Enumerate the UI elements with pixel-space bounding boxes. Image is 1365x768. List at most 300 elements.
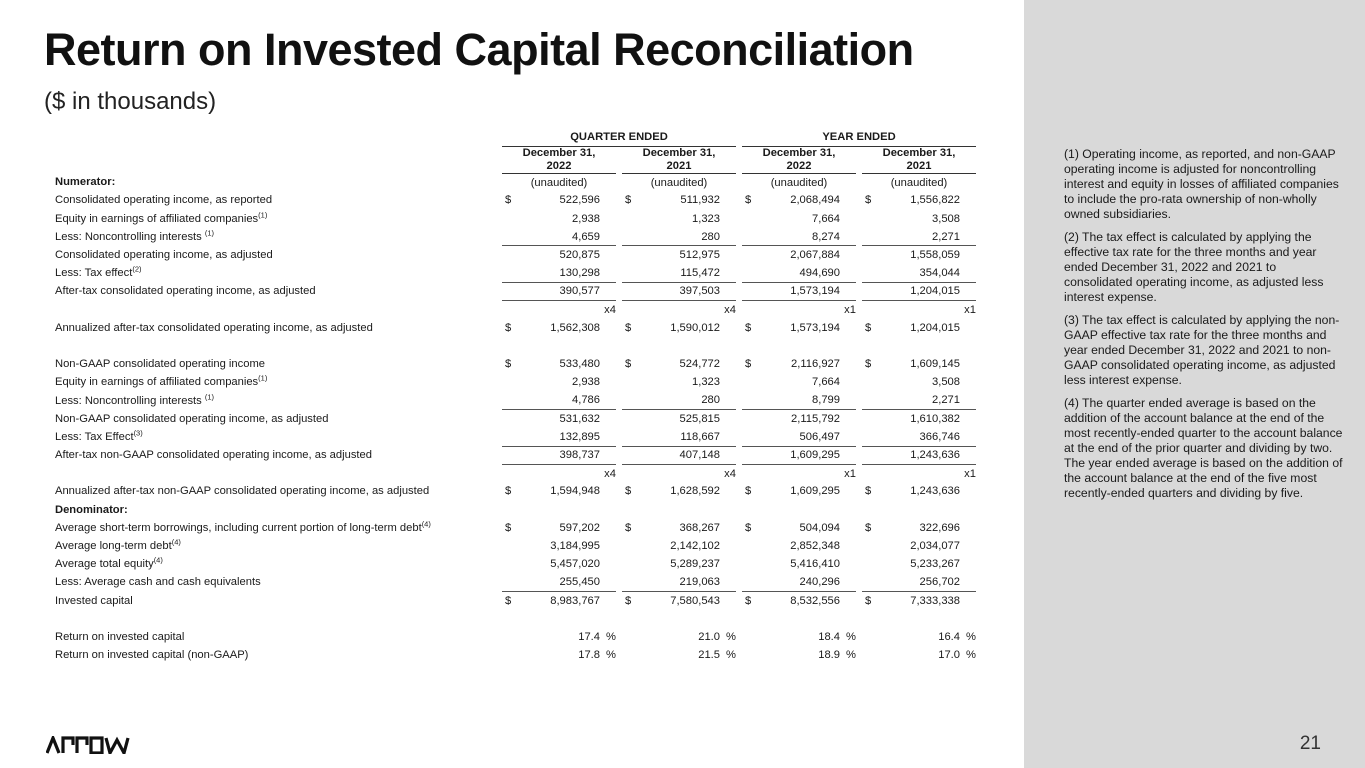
percent-symbol: % [606,649,616,662]
blank-cell [722,537,736,555]
value-cell: 18.4 [818,630,840,643]
blank-cell [502,264,516,282]
blank-cell [862,228,876,246]
blank-cell [742,246,756,264]
blank-cell [962,537,976,555]
blank-cell [722,573,736,591]
percent-symbol: % [726,630,736,643]
blank-cell [842,246,856,264]
row-label [50,210,496,228]
value-cell: 5,289,237 [670,558,720,571]
blank-cell [742,573,756,591]
blank-cell [502,537,516,555]
blank-cell [602,319,616,337]
blank-cell [602,446,616,464]
blank-cell [502,555,516,573]
blank-cell [742,537,756,555]
blank-cell [962,282,976,300]
blank-cell [502,428,516,446]
table-row [50,355,976,373]
value-cell: 5,233,267 [910,558,960,571]
arrow-logo [46,736,130,759]
spacer-row [50,610,976,628]
footnote-1: (1) Operating income, as reported, and non-GAAP operating income is adjusted for noncontrolling interest and equity in losses of affiliated companies to include the pro-rata ownership of non-wholly owned subsidiaries. [1064,147,1339,221]
blank-cell [962,482,976,500]
blank-cell [602,555,616,573]
value-cell: 1,204,015 [910,321,960,334]
row-label-text: Less: Noncontrolling interests [55,230,205,243]
blank-cell [962,592,976,610]
value-cell: 1,573,194 [790,321,840,334]
date-header-row [50,146,976,173]
value-cell: 1,594,948 [550,485,600,498]
footnote-ref: (4) [153,555,163,565]
blank-cell [622,264,636,282]
blank-cell [502,446,516,464]
blank-cell [862,446,876,464]
value-cell: 118,667 [680,430,720,443]
value-cell: 5,457,020 [550,558,600,571]
currency-symbol: $ [865,321,872,334]
blank-cell [622,410,636,428]
page-subtitle: ($ in thousands) [44,88,217,115]
table-row [50,555,976,573]
footnote-ref: (1) [204,228,215,238]
value-cell: 18.9 [818,649,840,662]
blank-cell [862,373,876,391]
value-cell: 256,702 [919,576,960,589]
group-header-row [50,128,976,146]
value-cell: 512,975 [636,246,722,264]
blank-cell [622,628,636,646]
row-label [50,555,496,573]
value-cell: 2,852,348 [790,540,840,553]
table-row [50,646,976,664]
row-label-text: Return on invested capital [55,630,185,643]
blank-cell [742,446,756,464]
value-cell: 2,116,927 [791,358,840,371]
table-row [50,373,976,391]
multiplier-row [50,301,976,319]
unaudited-label: (unaudited) [530,176,588,189]
value-cell: 21.0 [698,630,720,643]
footnote-3: (3) The tax effect is calculated by applying the non-GAAP effective tax rate for the three months and year ended December 31, 2022 and 2021 to non-GAAP consolidated operating income, as adjusted less interest expense. [1064,313,1340,387]
percent-symbol: % [846,649,856,662]
currency-symbol: $ [742,592,756,610]
row-label [50,264,496,282]
blank-cell [622,573,636,591]
blank-cell [722,428,736,446]
blank-cell [842,446,856,464]
blank-cell [50,464,496,482]
value-cell: 8,274 [812,230,840,243]
value-cell: 115,472 [680,266,720,279]
blank-cell [962,519,976,537]
blank-cell [842,537,856,555]
blank-cell [722,592,736,610]
blank-cell [602,228,616,246]
blank-cell [962,428,976,446]
currency-symbol: $ [862,592,876,610]
blank-cell [842,228,856,246]
column-header-year: 2021 [666,159,692,172]
roic-reconciliation-table [50,128,976,664]
row-label-text: After-tax consolidated operating income, as adjusted [55,285,316,298]
value-cell: 240,296 [799,576,840,589]
blank-cell [622,428,636,446]
row-label-text: Non-GAAP consolidated operating income [55,358,265,371]
row-label [50,501,496,519]
value-cell: 407,148 [636,446,722,464]
row-label-text: Less: Average cash and cash equivalents [55,576,261,589]
row-label-text: After-tax non-GAAP consolidated operating income, as adjusted [55,449,372,462]
blank-cell [962,555,976,573]
value-cell: 3,508 [932,376,960,389]
blank-cell [722,228,736,246]
blank-cell [962,264,976,282]
value-cell: 3,508 [932,212,960,225]
footnotes [1064,147,1344,509]
table-row [50,410,976,428]
row-label-text: Consolidated operating income, as reported [55,194,273,207]
value-cell: 8,532,556 [756,592,842,610]
table-row [50,519,976,537]
value-cell: 390,577 [516,282,602,300]
blank-cell [502,210,516,228]
blank-cell [962,391,976,409]
blank-cell [842,428,856,446]
blank-cell [622,646,636,664]
footnote-ref: (1) [258,373,268,383]
value-cell: 1,323 [692,376,720,389]
value-cell: 2,068,494 [790,194,840,207]
blank-cell [962,246,976,264]
currency-symbol: $ [505,194,512,207]
footnote-ref: (4) [421,519,431,529]
group-header-year: YEAR ENDED [742,128,976,146]
numerator-row [50,173,976,191]
blank-cell [862,555,876,573]
blank-cell [602,373,616,391]
table-row [50,482,976,500]
currency-symbol: $ [505,485,512,498]
blank-cell [862,628,876,646]
blank-cell [602,264,616,282]
row-label [50,319,496,337]
row-label [50,228,496,246]
table-row [50,592,976,610]
blank-cell [742,282,756,300]
row-label [50,428,496,446]
unaudited-label: (unaudited) [890,176,948,189]
blank-cell [602,355,616,373]
row-label-text: Average short-term borrowings, including current portion of long-term debt [55,521,422,534]
value-cell: 1,562,308 [550,321,600,334]
currency-symbol: $ [865,521,872,534]
blank-cell [622,446,636,464]
row-label [50,173,496,191]
denominator-row [50,501,976,519]
row-label-text: Equity in earnings of affiliated companies [55,212,259,225]
value-cell: 3,184,995 [550,540,600,553]
page-number: 21 [1299,733,1321,754]
blank-cell [502,228,516,246]
blank-cell [862,210,876,228]
column-header-line: December 31, [882,146,956,159]
blank-cell [842,282,856,300]
footnote-ref: (2) [132,264,142,274]
value-cell: 1,204,015 [876,282,962,300]
blank-cell [602,592,616,610]
percent-symbol: % [726,649,736,662]
row-label [50,592,496,610]
blank-cell [622,537,636,555]
spacer-row [50,337,976,355]
blank-cell [722,319,736,337]
percent-symbol: % [606,630,616,643]
value-cell: 533,480 [559,358,600,371]
row-label-text: Annualized after-tax non-GAAP consolidated operating income, as adjusted [55,485,430,498]
blank-cell [602,573,616,591]
column-header-year: 2021 [906,159,932,172]
blank-cell [962,373,976,391]
column-header-year: 2022 [786,159,812,172]
footnotes-panel [1024,0,1365,768]
blank-cell [722,246,736,264]
blank-cell [862,282,876,300]
column-header-line: December 31, [762,146,836,159]
value-cell: 2,271 [932,394,960,407]
blank-cell [742,391,756,409]
blank-cell [722,264,736,282]
row-label-text: Consolidated operating income, as adjusted [55,249,273,262]
currency-symbol: $ [865,358,872,371]
blank-cell [502,246,516,264]
value-cell: 1,558,059 [876,246,962,264]
blank-cell [602,210,616,228]
row-label [50,537,496,555]
value-cell: 17.8 [578,649,600,662]
blank-cell [862,391,876,409]
value-cell: 5,416,410 [790,558,840,571]
blank-cell [502,573,516,591]
currency-symbol: $ [505,521,512,534]
value-cell: 2,271 [932,230,960,243]
row-label-text: Non-GAAP consolidated operating income, as adjusted [55,412,329,425]
row-label-text: Equity in earnings of affiliated companies [55,376,259,389]
row-label [50,646,496,664]
value-cell: 504,094 [799,521,840,534]
row-label [50,482,496,500]
value-cell: 255,450 [559,576,600,589]
blank-cell [602,519,616,537]
value-cell: 1,243,636 [910,485,960,498]
value-cell: 2,938 [572,212,600,225]
table-row [50,264,976,282]
multiplier-cell: x4 [502,301,616,319]
blank-cell [50,146,496,173]
percent-symbol: % [966,649,976,662]
blank-cell [622,282,636,300]
column-header-date [622,146,736,173]
value-cell: 2,142,102 [670,540,720,553]
blank-cell [50,301,496,319]
value-cell: 1,590,012 [670,321,720,334]
blank-cell [622,555,636,573]
row-label [50,191,496,209]
table-row [50,573,976,591]
blank-cell [862,573,876,591]
blank-cell [602,537,616,555]
page-title: Return on Invested Capital Reconciliation [44,24,914,75]
blank-cell [742,228,756,246]
value-cell: 511,932 [680,194,720,207]
currency-symbol: $ [625,485,632,498]
row-label-text: Denominator: [55,503,128,516]
group-header-quarter: QUARTER ENDED [502,128,736,146]
currency-symbol: $ [745,485,752,498]
table-row [50,628,976,646]
value-cell: 524,772 [679,358,720,371]
unaudited-label: (unaudited) [770,176,828,189]
blank-cell [722,519,736,537]
row-label [50,446,496,464]
blank-cell [722,210,736,228]
blank-cell [602,246,616,264]
percent-symbol: % [966,630,976,643]
unaudited-label: (unaudited) [650,176,708,189]
value-cell: 1,243,636 [876,446,962,464]
blank-cell [602,282,616,300]
footnote-ref: (1) [204,391,215,401]
currency-symbol: $ [745,194,752,207]
multiplier-cell: x4 [502,464,616,482]
table-row [50,191,976,209]
blank-cell [842,391,856,409]
value-cell: 368,267 [679,521,720,534]
blank-cell [622,373,636,391]
row-label [50,391,496,409]
row-label-text: Return on invested capital (non-GAAP) [55,649,249,662]
blank-cell [722,555,736,573]
blank-cell [962,228,976,246]
value-cell: 17.4 [578,630,600,643]
blank-cell [742,264,756,282]
footnote-ref: (1) [258,209,268,219]
value-cell: 522,596 [559,194,600,207]
table-row [50,391,976,409]
value-cell: 1,628,592 [670,485,720,498]
value-cell: 1,609,145 [910,358,960,371]
blank-cell [722,446,736,464]
table-row [50,428,976,446]
blank-cell [962,355,976,373]
column-header-year: 2022 [546,159,572,172]
column-header-date [502,146,616,173]
column-header-line: December 31, [642,146,716,159]
table-row [50,282,976,300]
blank-cell [742,410,756,428]
blank-cell [502,282,516,300]
blank-cell [862,646,876,664]
blank-cell [842,264,856,282]
table-row [50,319,976,337]
blank-cell [742,428,756,446]
blank-cell [742,373,756,391]
value-cell: 7,333,338 [876,592,962,610]
blank-cell [842,210,856,228]
blank-cell [962,191,976,209]
currency-symbol: $ [502,592,516,610]
currency-symbol: $ [505,321,512,334]
blank-cell [722,410,736,428]
value-cell: 2,938 [572,376,600,389]
blank-cell [602,391,616,409]
row-label [50,355,496,373]
currency-symbol: $ [625,321,632,334]
value-cell: 16.4 [938,630,960,643]
value-cell: 506,497 [799,430,840,443]
currency-symbol: $ [622,592,636,610]
row-label-text: Less: Tax effect [55,267,133,280]
value-cell: 132,895 [559,430,600,443]
value-cell: 494,690 [799,266,840,279]
value-cell: 8,983,767 [516,592,602,610]
value-cell: 322,696 [919,521,960,534]
blank-cell [496,501,976,519]
footnote-ref: (4) [171,537,181,547]
blank-cell [862,246,876,264]
blank-cell [842,319,856,337]
value-cell: 597,202 [559,521,600,534]
value-cell: 1,556,822 [910,194,960,207]
blank-cell [842,592,856,610]
row-label [50,282,496,300]
currency-symbol: $ [745,321,752,334]
footnote-4: (4) The quarter ended average is based on the addition of the account balance at the end of the most recently-ended quarter to the account balance at the end of the prior quarter and dividing by two. The year ended average is based on the addition of the account balance at the end of the five most recently-ended quarters and dividing by five. [1064,396,1343,500]
blank-cell [742,555,756,573]
currency-symbol: $ [625,358,632,371]
value-cell: 280 [701,230,720,243]
blank-cell [842,355,856,373]
value-cell: 397,503 [636,282,722,300]
multiplier-cell: x4 [622,464,736,482]
value-cell: 8,799 [812,394,840,407]
value-cell: 1,610,382 [876,410,962,428]
blank-cell [722,191,736,209]
row-label-text: Less: Tax Effect [55,430,134,443]
multiplier-row [50,464,976,482]
value-cell: 354,044 [919,266,960,279]
blank-cell [742,210,756,228]
footnote-2: (2) The tax effect is calculated by applying the effective tax rate for the three months and year ended December 31, 2022 and 2021 to consolidated operating income, as adjusted less interest expense. [1064,230,1324,304]
multiplier-cell: x1 [742,301,856,319]
value-cell: 7,580,543 [636,592,722,610]
row-label-text: Numerator: [55,176,116,189]
value-cell: 4,786 [572,394,600,407]
blank-cell [622,391,636,409]
blank-cell [50,128,496,146]
blank-cell [722,482,736,500]
row-label [50,573,496,591]
row-label [50,410,496,428]
blank-cell [502,646,516,664]
blank-cell [722,282,736,300]
blank-cell [50,610,976,628]
currency-symbol: $ [865,485,872,498]
value-cell: 2,034,077 [910,540,960,553]
blank-cell [842,482,856,500]
